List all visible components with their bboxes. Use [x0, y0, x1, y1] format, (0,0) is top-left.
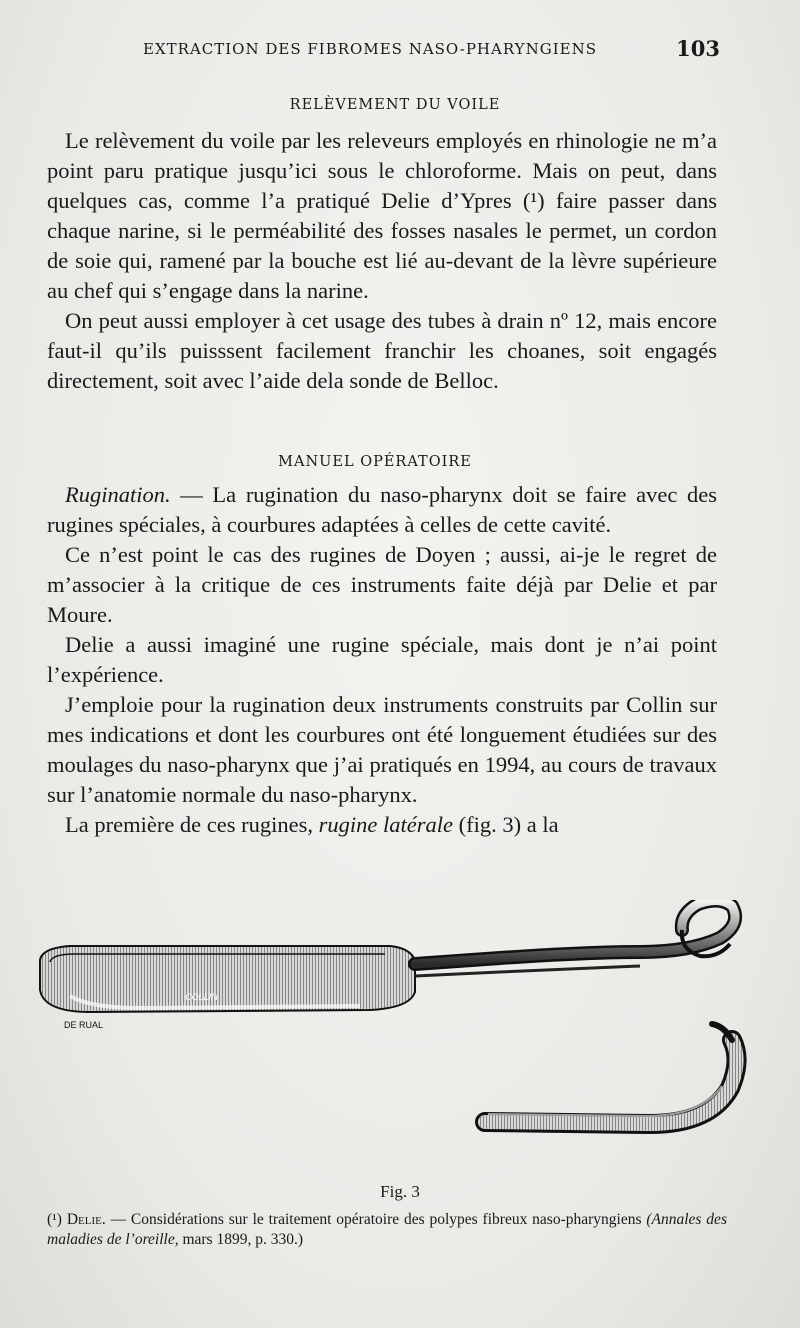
paragraph	[47, 810, 717, 840]
paragraph: Delie a aussi imaginé une rugine spéciale, mais dont je n’ai point l’expérience.	[47, 632, 717, 687]
rugine-illustration	[30, 900, 750, 1190]
page-number: 103	[676, 36, 720, 61]
paragraph: J’emploie pour la rugination deux instruments construits par Collin sur mes indications et dont les courbures ont été longuement étudiées sur des moulages du naso-pharynx que j’ai pratiqués en 1994, au cours de travaux sur l’anatomie normale du naso-pharynx.	[47, 692, 717, 807]
section-title-manuel: MANUEL OPÉRATOIRE	[278, 454, 472, 470]
footnote-date: mars 1899, p. 330.)	[178, 1231, 303, 1248]
paragraph-text: — La rugination du naso-pharynx doit se faire avec des rugines spéciales, à courbures adaptées à celles de cette cavité.	[47, 482, 717, 537]
footnote-marker: (¹)	[47, 1211, 67, 1228]
paragraph: On peut aussi employer à cet usage des tubes à drain nº 12, mais encore faut-il qu’ils puisssent facilement franchir les choanes, soit engagés directement, soit avec l’aide dela sonde de Belloc.	[47, 308, 717, 393]
figure-caption: Fig. 3	[380, 1182, 420, 1201]
section-title-releve: RELÈVEMENT DU VOILE	[289, 97, 501, 113]
run-in-heading: Rugination.	[65, 482, 171, 507]
paragraph: Le relèvement du voile par les releveurs employés en rhinologie ne m’a point paru pratique jusqu’ici sous le chloroforme. Mais on peut, dans quelques cas, comme l’a pratiqué Delie d’Ypres (¹) faire passer dans chaque narine, si le perméabilité des fosses nasales le permet, un cordon de soie qui, ramené par la bouche est lié au-devant de la lèvre supérieure au chef qui s’engage dans la narine.	[47, 128, 717, 303]
footnote-source: (Annales des maladies de l’oreille,	[47, 1211, 727, 1248]
paragraph-text: La première de ces rugines,	[65, 812, 319, 837]
engraver-signature: DE RUAL	[64, 1020, 104, 1030]
emphasis: rugine latérale	[318, 812, 453, 837]
footnote-text: — Considérations sur le traitement opératoire des polypes fibreux naso-pharyngiens	[105, 1211, 647, 1228]
paragraph	[47, 480, 717, 540]
footnote-author: Delie.	[66, 1211, 106, 1228]
paragraph: Ce n’est point le cas des rugines de Doyen ; aussi, ai-je le regret de m’associer à la critique de ces instruments faite déjà par Delie et par Moure.	[47, 542, 717, 627]
maker-engraving: COLLIN	[185, 992, 218, 1002]
section-manuel-body	[47, 480, 717, 840]
footnote	[47, 1210, 727, 1250]
section-releve-body	[47, 126, 717, 396]
rugine-handle	[40, 946, 415, 1012]
paragraph-text: (fig. 3) a la	[453, 812, 559, 837]
running-title: EXTRACTION DES FIBROMES NASO-PHARYNGIENS	[143, 40, 597, 58]
